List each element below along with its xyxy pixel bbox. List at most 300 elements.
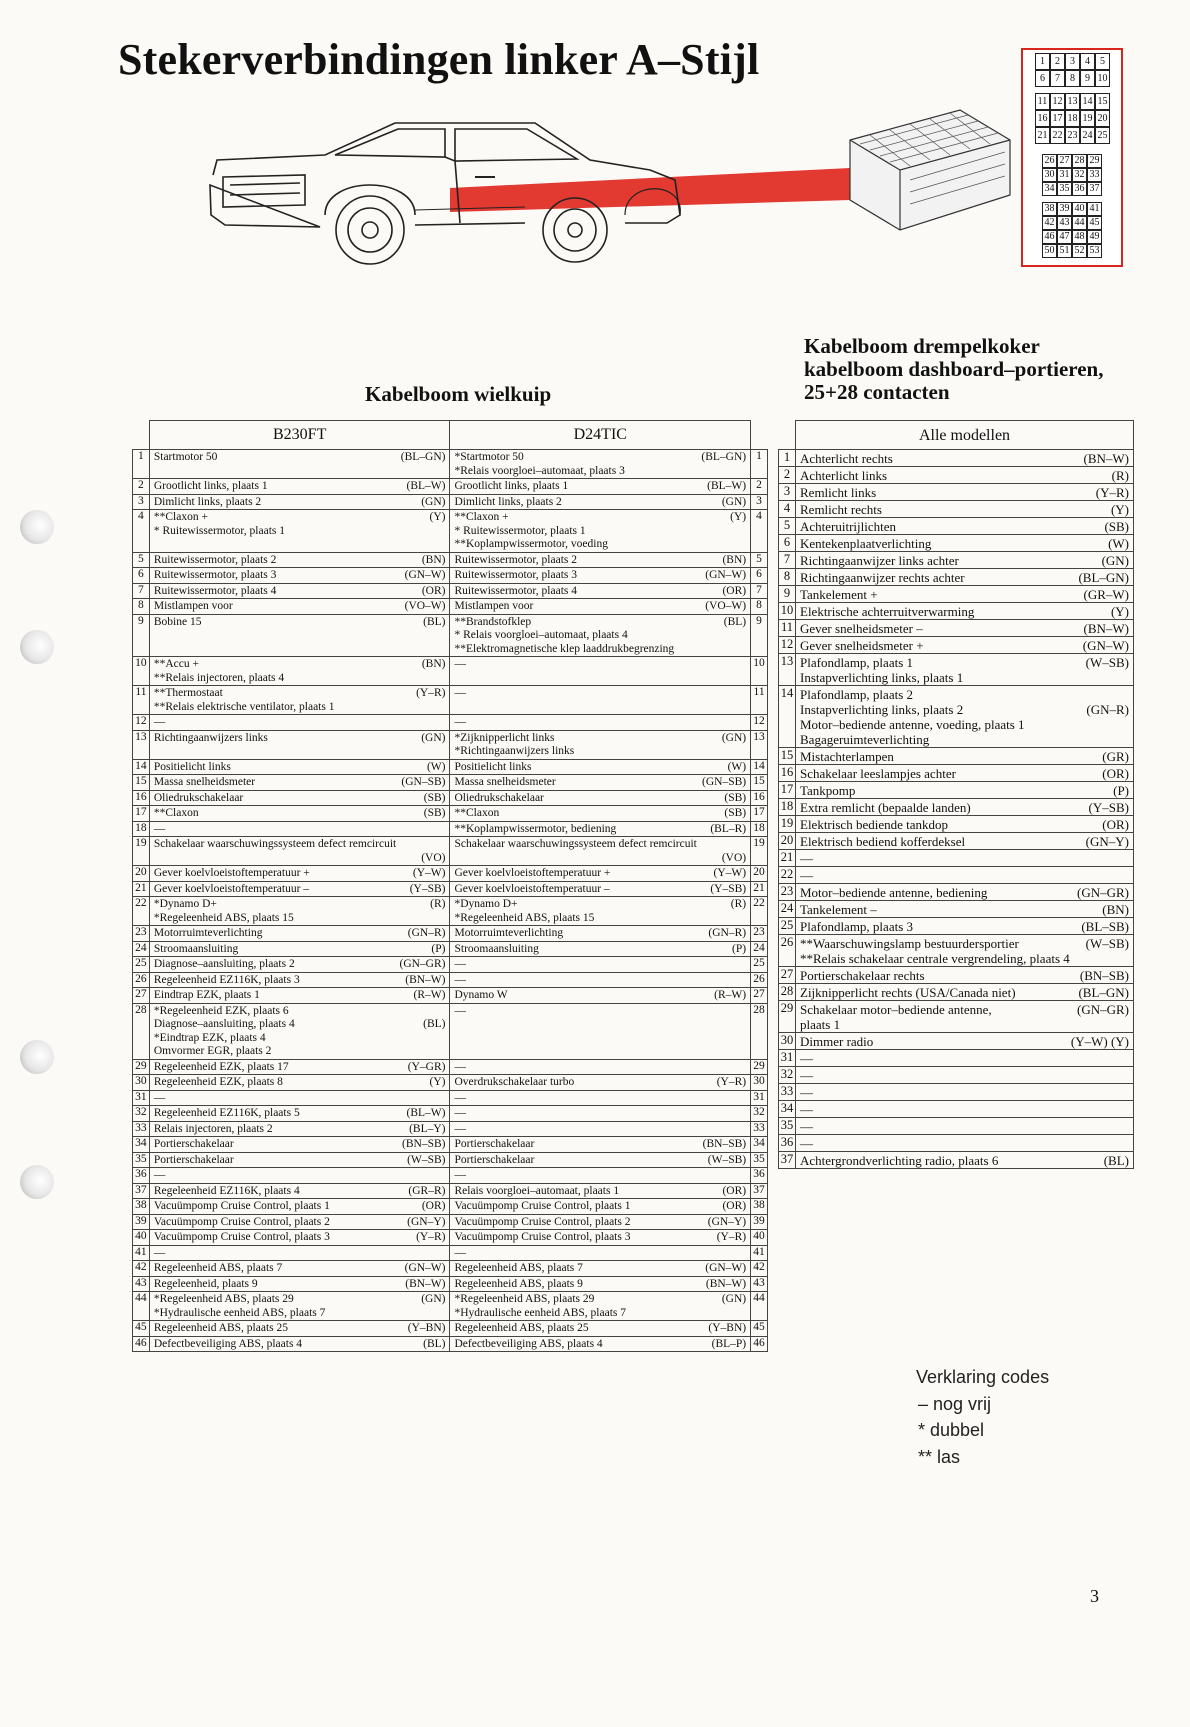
pin-function: Regeleenheid ABS, plaats 7 xyxy=(454,1262,583,1274)
table-row xyxy=(133,715,768,731)
wire-color-code xyxy=(441,716,445,730)
legend-item: ** las xyxy=(918,1446,961,1467)
pin-function: Diagnose–aansluiting, plaats 2 xyxy=(153,958,295,970)
pin-function: Motor–bediende antenne, bediening xyxy=(800,885,988,900)
pin-function: *Dynamo D+ xyxy=(153,898,217,910)
wire-color-code: (OR) xyxy=(722,1200,747,1212)
table-row xyxy=(133,821,768,837)
wire-color-code xyxy=(742,1005,746,1019)
pin-function: — xyxy=(454,658,466,670)
pin-line xyxy=(454,600,746,614)
pin-function: Dynamo W xyxy=(454,989,508,1001)
wire-color-code xyxy=(1125,1017,1129,1032)
pin-line xyxy=(454,852,746,866)
pin-line xyxy=(454,1231,746,1245)
table-row xyxy=(779,603,1134,620)
table-row xyxy=(779,748,1134,765)
pin-number: 41 xyxy=(133,1245,150,1261)
pin-line xyxy=(454,807,746,821)
pin-description-cell xyxy=(450,1106,751,1122)
pin-description-cell xyxy=(149,479,450,495)
wire-color-code: (Y–SB) xyxy=(1088,800,1129,815)
wire-color-code: (OR) xyxy=(722,1184,747,1197)
wire-color-code: (BL–W) xyxy=(707,480,747,492)
pin-line xyxy=(454,643,746,657)
pin-number: 10 xyxy=(779,603,796,620)
table-row xyxy=(133,1137,768,1153)
pin-description-cell xyxy=(450,759,751,775)
pin-function: Defectbeveiliging ABS, plaats 4 xyxy=(153,1337,303,1350)
pin-line xyxy=(800,834,1129,849)
table-row xyxy=(779,467,1134,484)
pin-function: Schakelaar waarschuwingssysteem defect remcircuit xyxy=(454,838,697,850)
pin-line xyxy=(800,1102,1129,1117)
pin-line xyxy=(800,1136,1129,1151)
pin-line xyxy=(154,1138,446,1152)
pin-number: 12 xyxy=(133,715,150,731)
pin-function: Gever koelvloeistoftemperatuur – xyxy=(153,882,310,895)
pin-line xyxy=(454,569,746,583)
pin-function: — xyxy=(153,1246,166,1259)
pin-line xyxy=(800,570,1129,585)
pin-number: 2 xyxy=(751,479,768,495)
pin-function: Portierschakelaar xyxy=(454,1153,535,1166)
pin-number: 18 xyxy=(779,799,796,816)
pin-grid-cell: 49 xyxy=(1087,230,1102,244)
pin-number: 15 xyxy=(751,775,768,791)
pin-grid-cell: 50 xyxy=(1042,244,1057,258)
pin-number: 45 xyxy=(751,1321,768,1337)
pin-description-cell xyxy=(149,806,450,822)
legend-title: Verklaring codes xyxy=(916,1367,1050,1387)
pin-grid-cell: 28 xyxy=(1072,154,1087,168)
wire-color-code: (GN–GR) xyxy=(1077,1002,1129,1017)
pin-function: Richtingaanwijzers links xyxy=(153,731,268,744)
pin-line xyxy=(454,480,746,494)
table-row xyxy=(779,1118,1134,1135)
wire-color-code: (Y) xyxy=(730,511,747,523)
pin-function: — xyxy=(153,1091,166,1104)
pin-description-cell xyxy=(450,599,751,615)
pin-function: Omvormer EGR, plaats 2 xyxy=(153,1045,272,1057)
pin-number: 11 xyxy=(779,620,796,637)
table-row xyxy=(779,569,1134,586)
wire-color-code: (OR) xyxy=(722,584,747,597)
table-row xyxy=(133,1183,768,1199)
pin-line xyxy=(454,616,746,630)
pin-description-cell xyxy=(149,510,450,553)
pin-function: Regeleenheid EZ116K, plaats 3 xyxy=(153,973,300,986)
pin-function: Regeleenheid ABS, plaats 7 xyxy=(153,1262,283,1274)
table-row xyxy=(779,501,1134,518)
wheel-arch-harness-table xyxy=(132,420,768,1352)
pin-line xyxy=(154,732,446,746)
pin-function: **Relais injectoren, plaats 4 xyxy=(153,671,285,684)
table-row xyxy=(133,806,768,822)
pin-number: 10 xyxy=(133,657,150,686)
pin-line xyxy=(454,554,746,568)
pin-grid-cell: 34 xyxy=(1042,182,1057,196)
pin-number: 28 xyxy=(133,1003,150,1059)
wire-color-code xyxy=(1125,717,1129,732)
pin-description-cell xyxy=(149,1245,450,1261)
pin-line xyxy=(154,1076,446,1090)
pin-line xyxy=(454,974,746,988)
table-row xyxy=(133,1199,768,1215)
pin-function: — xyxy=(153,1169,166,1181)
pin-number: 19 xyxy=(133,837,150,866)
pin-function: plaats 1 xyxy=(800,1017,841,1032)
pin-grid-cell: 36 xyxy=(1072,182,1087,196)
table-row xyxy=(133,614,768,657)
pin-grid-cell: 9 xyxy=(1080,70,1095,87)
wire-color-code: (BN) xyxy=(421,658,446,670)
pin-number: 20 xyxy=(751,866,768,882)
pin-function: Vacuümpomp Cruise Control, plaats 3 xyxy=(454,1231,631,1243)
pin-function: Mistachterlampen xyxy=(800,749,894,764)
wire-color-code: (GN–W) xyxy=(404,1262,446,1274)
wire-color-code: (GN) xyxy=(1101,553,1129,568)
pin-description-cell xyxy=(796,850,1134,867)
pin-line xyxy=(800,919,1129,934)
pin-number: 36 xyxy=(751,1168,768,1184)
pin-function: Dimlicht links, plaats 2 xyxy=(454,495,562,508)
pin-grid-cell: 21 xyxy=(1035,127,1050,144)
wire-color-code: (GN–Y) xyxy=(707,1215,747,1228)
pin-line xyxy=(154,1262,446,1276)
pin-number: 4 xyxy=(751,510,768,553)
wire-color-code: (W–SB) xyxy=(1085,655,1129,670)
table-row xyxy=(779,535,1134,552)
pin-number: 22 xyxy=(751,897,768,926)
pin-line xyxy=(800,1153,1129,1168)
wire-color-code xyxy=(742,1107,746,1121)
wire-color-code: (R) xyxy=(430,898,446,910)
pin-line xyxy=(800,936,1129,951)
pin-description-cell xyxy=(149,1276,450,1292)
pin-description-cell xyxy=(796,782,1134,799)
pin-number: 12 xyxy=(779,637,796,654)
pin-number: 40 xyxy=(751,1230,768,1246)
wire-color-code xyxy=(742,1247,746,1261)
pin-description-cell xyxy=(450,657,751,686)
wire-color-code: (W) xyxy=(426,760,446,773)
pin-function: Mistlampen voor xyxy=(454,600,534,612)
pin-description-cell xyxy=(450,1199,751,1215)
pin-line xyxy=(154,569,446,583)
wire-color-code: (BN–SB) xyxy=(702,1138,747,1150)
pin-description-cell xyxy=(149,957,450,973)
pin-line xyxy=(454,1138,746,1152)
pin-function: Portierschakelaar xyxy=(454,1138,535,1150)
wire-color-code: (VO–W) xyxy=(705,600,747,612)
pin-number: 13 xyxy=(779,654,796,686)
pin-description-cell xyxy=(149,614,450,657)
wire-color-code xyxy=(742,716,746,730)
pin-function: Regeleenheid ABS, plaats 25 xyxy=(153,1322,289,1334)
pin-description-cell xyxy=(796,620,1134,637)
table-row xyxy=(779,450,1134,467)
pin-function: Overdrukschakelaar turbo xyxy=(454,1076,575,1088)
pin-function: Ruitewissermotor, plaats 4 xyxy=(454,584,577,597)
pin-function: Vacuümpomp Cruise Control, plaats 2 xyxy=(454,1215,631,1228)
pin-function: — xyxy=(454,687,466,699)
pin-number: 1 xyxy=(133,450,150,479)
pin-line xyxy=(454,943,746,957)
pin-description-cell xyxy=(796,918,1134,935)
pin-function: Positielicht links xyxy=(454,760,532,773)
pin-grid-cell: 33 xyxy=(1087,168,1102,182)
wire-color-code: (W) xyxy=(727,760,747,773)
pin-line xyxy=(454,838,746,852)
binder-hole xyxy=(20,1040,54,1074)
pin-function: *Regeleenheid ABS, plaats 15 xyxy=(454,911,595,924)
wire-color-code: (GN–W) xyxy=(705,1262,747,1274)
pin-line xyxy=(154,927,446,941)
pin-number: 8 xyxy=(133,599,150,615)
wire-color-code: (Y–W) xyxy=(412,867,446,879)
wire-color-code: (BL) xyxy=(423,615,446,628)
pin-line xyxy=(800,885,1129,900)
wire-color-code: (GR) xyxy=(1102,749,1129,764)
right-table-heading xyxy=(804,335,1104,404)
pin-line xyxy=(800,817,1129,832)
pin-description-cell xyxy=(450,614,751,657)
table-row xyxy=(133,972,768,988)
pin-number: 5 xyxy=(779,518,796,535)
pin-line xyxy=(800,717,1129,732)
pin-line xyxy=(800,587,1129,602)
pin-number: 42 xyxy=(133,1261,150,1277)
pin-number: 29 xyxy=(751,1059,768,1075)
pin-function: Massa snelheidsmeter xyxy=(153,776,256,788)
table-row xyxy=(779,884,1134,901)
pin-number: 33 xyxy=(133,1121,150,1137)
table-row xyxy=(133,583,768,599)
pin-number: 8 xyxy=(779,569,796,586)
pin-function: — xyxy=(454,1004,466,1017)
pin-function: Oliedrukschakelaar xyxy=(153,791,244,804)
pin-line xyxy=(454,716,746,730)
wire-color-code: (R) xyxy=(1111,468,1129,483)
pin-description-cell xyxy=(149,1183,450,1199)
pin-line xyxy=(800,968,1129,983)
pin-function: Regeleenheid ABS, plaats 25 xyxy=(454,1322,589,1334)
table-row xyxy=(779,518,1134,535)
pin-grid-cell: 39 xyxy=(1057,202,1072,216)
pin-number: 44 xyxy=(751,1292,768,1321)
pin-line xyxy=(454,1322,746,1336)
wire-color-code: (GN–W) xyxy=(1082,638,1129,653)
pin-description-cell xyxy=(450,972,751,988)
pin-line xyxy=(154,672,446,686)
pin-line xyxy=(800,519,1129,534)
pin-function: — xyxy=(800,851,813,866)
pin-number: 20 xyxy=(779,833,796,850)
pin-line xyxy=(454,1293,746,1307)
pin-line xyxy=(800,468,1129,483)
pin-number: 24 xyxy=(779,901,796,918)
table-row xyxy=(779,686,1134,748)
code-legend xyxy=(916,1364,1049,1470)
table-row xyxy=(133,1075,768,1091)
table-row xyxy=(133,1214,768,1230)
wire-color-code xyxy=(441,672,445,686)
table-row xyxy=(779,765,1134,782)
pin-number: 13 xyxy=(133,730,150,759)
wire-color-code: (GN–R) xyxy=(708,927,747,939)
pin-description-cell xyxy=(796,1101,1134,1118)
wire-color-code xyxy=(1125,732,1129,747)
wire-color-code: (Y) xyxy=(1110,604,1129,619)
pin-description-cell xyxy=(796,686,1134,748)
pin-line xyxy=(154,1154,446,1168)
pin-description-cell xyxy=(149,450,450,479)
pin-grid-row xyxy=(1042,182,1102,196)
table-row xyxy=(779,637,1134,654)
pin-function: Relais injectoren, plaats 2 xyxy=(153,1122,273,1135)
pin-line xyxy=(454,687,746,701)
pin-number: 38 xyxy=(133,1199,150,1215)
wire-color-code: (SB) xyxy=(423,807,446,819)
pin-line xyxy=(154,912,446,926)
wire-color-code xyxy=(1125,1136,1129,1151)
table-row xyxy=(133,837,768,866)
pin-grid-cell: 19 xyxy=(1080,110,1095,127)
table-row xyxy=(779,850,1134,867)
wire-color-code: (GN–SB) xyxy=(702,776,747,788)
pin-description-cell xyxy=(450,1075,751,1091)
pin-number: 23 xyxy=(779,884,796,901)
pin-line xyxy=(154,1307,446,1321)
pin-number: 7 xyxy=(779,552,796,569)
pin-description-cell xyxy=(796,450,1134,467)
pin-line xyxy=(454,912,746,926)
pin-line xyxy=(454,525,746,539)
pin-line xyxy=(154,867,446,881)
pin-function: Motorruimteverlichting xyxy=(153,927,263,939)
pin-line xyxy=(800,985,1129,1000)
pin-function: * Ruitewissermotor, plaats 1 xyxy=(153,524,285,537)
pin-number: 25 xyxy=(751,957,768,973)
pin-function: *Eindtrap EZK, plaats 4 xyxy=(153,1031,266,1044)
table-row xyxy=(779,816,1134,833)
pin-function: *Regeleenheid ABS, plaats 29 xyxy=(153,1293,294,1305)
pin-description-cell xyxy=(450,957,751,973)
pin-number: 37 xyxy=(779,1152,796,1169)
pin-function: Portierschakelaar xyxy=(153,1138,234,1150)
wire-color-code xyxy=(441,912,445,926)
pin-number: 32 xyxy=(751,1106,768,1122)
pin-number: 28 xyxy=(751,1003,768,1059)
wire-color-code: (BN) xyxy=(421,553,446,566)
pin-description-cell xyxy=(149,715,450,731)
pin-number: 2 xyxy=(779,467,796,484)
wire-color-code: (BL) xyxy=(423,1337,446,1350)
pin-function: Regeleenheid ABS, plaats 9 xyxy=(454,1277,583,1290)
wire-color-code xyxy=(742,958,746,972)
wire-color-code xyxy=(742,974,746,988)
pin-line xyxy=(454,867,746,881)
pin-function: Regeleenheid EZK, plaats 8 xyxy=(153,1076,283,1088)
wire-color-code: (GN–Y) xyxy=(407,1215,446,1228)
wire-color-code: (Y) xyxy=(429,511,446,523)
pin-grid-cell: 22 xyxy=(1050,127,1065,144)
pin-line xyxy=(154,1018,446,1032)
wire-color-code: (BL–W) xyxy=(406,480,446,492)
pin-line xyxy=(154,838,446,852)
pin-number: 4 xyxy=(133,510,150,553)
pin-description-cell xyxy=(450,897,751,926)
wire-color-code: (BN) xyxy=(1102,902,1129,917)
pin-description-cell xyxy=(450,450,751,479)
pin-line xyxy=(800,502,1129,517)
pin-number: 35 xyxy=(779,1118,796,1135)
pin-function: Richtingaanwijzer links achter xyxy=(800,553,959,568)
pin-number: 20 xyxy=(133,866,150,882)
pin-number: 7 xyxy=(133,583,150,599)
pin-line xyxy=(154,1005,446,1019)
wire-color-code xyxy=(742,1061,746,1075)
pin-number: 44 xyxy=(133,1292,150,1321)
pin-number: 30 xyxy=(751,1075,768,1091)
pin-function: Kentekenplaatverlichting xyxy=(800,536,932,551)
pin-description-cell xyxy=(796,654,1134,686)
pin-description-cell xyxy=(149,881,450,897)
pin-grid-cell: 17 xyxy=(1050,110,1065,127)
pin-line xyxy=(800,604,1129,619)
table-row xyxy=(133,1003,768,1059)
pin-number: 19 xyxy=(779,816,796,833)
wire-color-code: (BN–W) xyxy=(405,973,446,986)
pin-number: 16 xyxy=(133,790,150,806)
pin-number: 3 xyxy=(779,484,796,501)
wire-color-code: (W–SB) xyxy=(707,1153,747,1166)
pin-number: 2 xyxy=(133,479,150,495)
table-row xyxy=(133,866,768,882)
pin-function: — xyxy=(454,1122,466,1135)
wire-color-code: (SB) xyxy=(423,791,446,804)
wire-color-code: (BL–P) xyxy=(711,1337,747,1350)
table-row xyxy=(133,957,768,973)
pin-function: *Regeleenheid ABS, plaats 15 xyxy=(153,911,294,924)
pin-description-cell xyxy=(796,901,1134,918)
pin-number: 37 xyxy=(133,1183,150,1199)
wire-color-code: (BL) xyxy=(723,615,747,628)
pin-description-cell xyxy=(796,637,1134,654)
pin-number: 40 xyxy=(133,1230,150,1246)
table-row xyxy=(133,1152,768,1168)
pin-line xyxy=(454,585,746,599)
wire-color-code xyxy=(1125,1102,1129,1117)
pin-number: 28 xyxy=(779,984,796,1001)
pin-description-cell xyxy=(796,484,1134,501)
table-row xyxy=(133,450,768,479)
wire-color-code: (BL–GN) xyxy=(400,451,446,463)
wire-color-code: (BN–W) xyxy=(1083,621,1129,636)
pin-description-cell xyxy=(450,881,751,897)
pin-description-cell xyxy=(450,479,751,495)
pin-description-cell xyxy=(796,816,1134,833)
left-table-heading: Kabelboom wielkuip xyxy=(365,382,552,406)
wire-color-code: (GN) xyxy=(421,1293,446,1305)
pin-function: *Regeleenheid EZK, plaats 6 xyxy=(153,1004,289,1017)
pin-description-cell xyxy=(796,501,1134,518)
pin-number: 30 xyxy=(779,1033,796,1050)
pin-description-cell xyxy=(149,686,450,715)
pin-function: Portierschakelaar xyxy=(153,1153,234,1166)
pin-number: 6 xyxy=(133,568,150,584)
